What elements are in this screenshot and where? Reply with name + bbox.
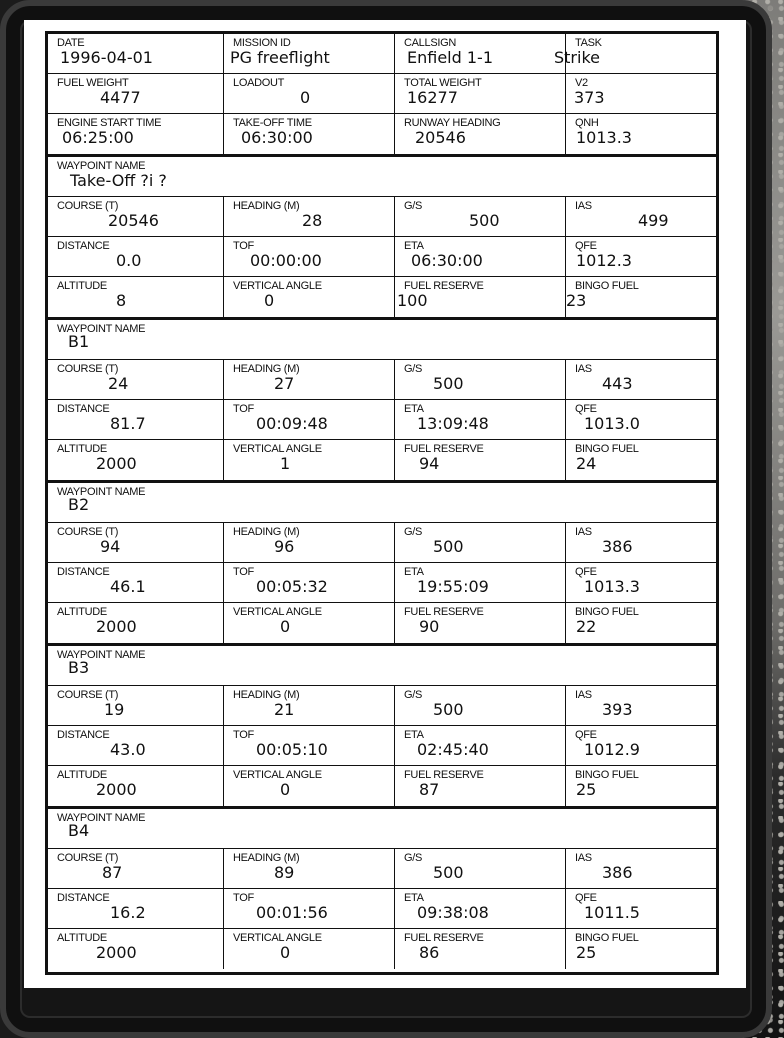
fuel-reserve-cell (395, 277, 566, 317)
distance-value: 16.2 (110, 903, 146, 922)
altitude-label: ALTITUDE (57, 932, 107, 944)
gs-cell (395, 686, 566, 725)
ias-label: IAS (575, 689, 592, 701)
altitude-cell (48, 277, 224, 317)
gs-label: G/S (404, 363, 423, 375)
ias-cell (566, 523, 716, 562)
tof-value: 00:01:56 (256, 903, 328, 922)
tof-label: TOF (233, 403, 254, 415)
waypoint-block (48, 320, 716, 483)
heading-value: 21 (274, 700, 295, 719)
waypoint-data-row (48, 523, 716, 563)
waypoint-name-cell (48, 320, 716, 359)
takeoff-time-value: 06:30:00 (241, 128, 313, 147)
heading-cell (224, 360, 395, 399)
heading-value: 96 (274, 537, 295, 556)
bingo-fuel-cell (566, 766, 716, 806)
waypoint-name-row (48, 320, 716, 360)
vertical-angle-cell (224, 603, 395, 643)
tof-label: TOF (233, 566, 254, 578)
gs-value: 500 (433, 374, 464, 393)
waypoint-name-label: WAYPOINT NAME (57, 160, 146, 172)
waypoint-name-label: WAYPOINT NAME (57, 812, 146, 824)
waypoint-name-value: B3 (68, 658, 90, 677)
bingo-fuel-value: 25 (576, 780, 597, 799)
mission-id-cell (224, 34, 395, 73)
waypoint-name-row (48, 483, 716, 523)
bingo-fuel-label: BINGO FUEL (575, 280, 639, 292)
waypoint-data-row (48, 277, 716, 317)
fuel-reserve-value: 90 (419, 617, 440, 636)
waypoint-data-row (48, 889, 716, 929)
ias-cell (566, 686, 716, 725)
tof-label: TOF (233, 240, 254, 252)
loadout-label: LOADOUT (233, 77, 285, 89)
altitude-value: 2000 (96, 617, 137, 636)
qfe-value: 1013.3 (584, 577, 640, 596)
header-row (48, 74, 716, 114)
distance-label: DISTANCE (57, 729, 110, 741)
eta-value: 02:45:40 (417, 740, 489, 759)
vertical-angle-value: 0 (280, 617, 291, 636)
altitude-value: 8 (116, 291, 127, 310)
fuel-reserve-label: FUEL RESERVE (404, 606, 484, 618)
heading-value: 28 (302, 211, 323, 230)
distance-label: DISTANCE (57, 892, 110, 904)
tof-cell (224, 726, 395, 765)
course-label: COURSE (T) (57, 363, 119, 375)
course-value: 24 (108, 374, 129, 393)
date-cell (48, 34, 224, 73)
eta-label: ETA (404, 566, 424, 578)
tof-label: TOF (233, 892, 254, 904)
qfe-value: 1011.5 (584, 903, 640, 922)
gs-cell (395, 197, 566, 236)
engine-start-label: ENGINE START TIME (57, 117, 162, 129)
fuel-reserve-label: FUEL RESERVE (404, 443, 484, 455)
distance-value: 81.7 (110, 414, 146, 433)
bingo-fuel-value: 25 (576, 943, 597, 962)
altitude-cell (48, 603, 224, 643)
gs-cell (395, 523, 566, 562)
waypoint-name-value: B1 (68, 332, 90, 351)
vertical-angle-label: VERTICAL ANGLE (233, 606, 322, 618)
loadout-value: 0 (300, 88, 311, 107)
altitude-cell (48, 929, 224, 969)
vertical-angle-cell (224, 277, 395, 317)
callsign-cell (395, 34, 566, 73)
course-label: COURSE (T) (57, 689, 119, 701)
heading-cell (224, 523, 395, 562)
waypoint-name-row (48, 157, 716, 197)
waypoint-data-row (48, 237, 716, 277)
eta-cell (395, 726, 566, 765)
ias-cell (566, 197, 716, 236)
course-value: 87 (102, 863, 123, 882)
gs-value: 500 (469, 211, 500, 230)
heading-label: HEADING (M) (233, 852, 300, 864)
qfe-value: 1012.3 (576, 251, 632, 270)
header-row (48, 34, 716, 74)
bingo-fuel-label: BINGO FUEL (575, 443, 639, 455)
distance-cell (48, 563, 224, 602)
altitude-label: ALTITUDE (57, 606, 107, 618)
waypoint-data-row (48, 360, 716, 400)
waypoint-data-row (48, 603, 716, 643)
ias-value: 386 (602, 863, 633, 882)
distance-value: 43.0 (110, 740, 146, 759)
heading-label: HEADING (M) (233, 363, 300, 375)
waypoint-name-value: B4 (68, 821, 90, 840)
tof-value: 00:00:00 (250, 251, 322, 270)
fuel-reserve-cell (395, 603, 566, 643)
fuel-weight-label: FUEL WEIGHT (57, 77, 129, 89)
kneeboard-page (45, 31, 719, 975)
waypoint-block (48, 483, 716, 646)
heading-cell (224, 686, 395, 725)
tof-cell (224, 889, 395, 928)
vertical-angle-value: 0 (264, 291, 275, 310)
waypoint-name-value: Take-Off ?i ? (70, 171, 167, 190)
vertical-angle-label: VERTICAL ANGLE (233, 769, 322, 781)
waypoint-data-row (48, 400, 716, 440)
eta-value: 06:30:00 (411, 251, 483, 270)
course-cell (48, 849, 224, 888)
vertical-angle-cell (224, 929, 395, 969)
distance-cell (48, 726, 224, 765)
altitude-label: ALTITUDE (57, 769, 107, 781)
header-row (48, 114, 716, 154)
total-weight-value: 16277 (407, 88, 458, 107)
waypoint-name-cell (48, 157, 716, 196)
engine-start-value: 06:25:00 (62, 128, 134, 147)
altitude-value: 2000 (96, 943, 137, 962)
ias-cell (566, 360, 716, 399)
gs-value: 500 (433, 863, 464, 882)
waypoint-block (48, 809, 716, 969)
bingo-fuel-cell (566, 929, 716, 969)
waypoint-name-row (48, 646, 716, 686)
task-value: Strike (554, 48, 600, 67)
vertical-angle-cell (224, 766, 395, 806)
course-label: COURSE (T) (57, 200, 119, 212)
qfe-label: QFE (575, 892, 597, 904)
gs-label: G/S (404, 200, 423, 212)
qfe-value: 1013.0 (584, 414, 640, 433)
tof-value: 00:09:48 (256, 414, 328, 433)
waypoint-data-row (48, 440, 716, 480)
takeoff-time-cell (224, 114, 395, 154)
eta-cell (395, 889, 566, 928)
fuel-reserve-value: 100 (397, 291, 428, 310)
bingo-fuel-value: 23 (566, 291, 587, 310)
waypoint-block (48, 157, 716, 320)
waypoint-name-label: WAYPOINT NAME (57, 323, 146, 335)
fuel-weight-value: 4477 (100, 88, 141, 107)
qfe-cell (566, 563, 716, 602)
bingo-fuel-label: BINGO FUEL (575, 769, 639, 781)
eta-label: ETA (404, 729, 424, 741)
qfe-cell (566, 889, 716, 928)
waypoint-data-row (48, 197, 716, 237)
distance-label: DISTANCE (57, 403, 110, 415)
v2-label: V2 (575, 77, 588, 89)
tof-cell (224, 237, 395, 276)
gs-label: G/S (404, 689, 423, 701)
bingo-fuel-label: BINGO FUEL (575, 932, 639, 944)
runway-heading-cell (395, 114, 566, 154)
waypoint-data-row (48, 563, 716, 603)
mission-id-value: PG freeflight (230, 48, 330, 67)
v2-cell (566, 74, 716, 113)
callsign-value: Enfield 1-1 (407, 48, 493, 67)
waypoint-data-row (48, 686, 716, 726)
fuel-reserve-label: FUEL RESERVE (404, 280, 484, 292)
ias-value: 386 (602, 537, 633, 556)
bingo-fuel-value: 24 (576, 454, 597, 473)
mission-header (48, 34, 716, 157)
vertical-angle-label: VERTICAL ANGLE (233, 280, 322, 292)
vertical-angle-value: 0 (280, 943, 291, 962)
bingo-fuel-cell (566, 440, 716, 480)
waypoint-data-row (48, 726, 716, 766)
qnh-value: 1013.3 (576, 128, 632, 147)
ias-value: 499 (638, 211, 669, 230)
course-value: 19 (104, 700, 125, 719)
ias-value: 393 (602, 700, 633, 719)
altitude-value: 2000 (96, 780, 137, 799)
fuel-reserve-value: 87 (419, 780, 440, 799)
bingo-fuel-cell (566, 603, 716, 643)
fuel-reserve-cell (395, 440, 566, 480)
date-label: DATE (57, 37, 85, 49)
gs-cell (395, 360, 566, 399)
tof-cell (224, 400, 395, 439)
heading-value: 27 (274, 374, 295, 393)
vertical-angle-label: VERTICAL ANGLE (233, 443, 322, 455)
waypoint-data-row (48, 849, 716, 889)
gs-label: G/S (404, 852, 423, 864)
bingo-fuel-cell (566, 277, 716, 317)
eta-label: ETA (404, 892, 424, 904)
ias-label: IAS (575, 363, 592, 375)
eta-cell (395, 400, 566, 439)
callsign-label: CALLSIGN (404, 37, 457, 49)
eta-label: ETA (404, 403, 424, 415)
distance-label: DISTANCE (57, 240, 110, 252)
qfe-label: QFE (575, 729, 597, 741)
date-value: 1996-04-01 (60, 48, 153, 67)
waypoint-data-row (48, 766, 716, 806)
waypoint-data-row (48, 929, 716, 969)
v2-value: 373 (574, 88, 605, 107)
altitude-label: ALTITUDE (57, 280, 107, 292)
bingo-fuel-label: BINGO FUEL (575, 606, 639, 618)
course-value: 94 (100, 537, 121, 556)
eta-cell (395, 237, 566, 276)
task-cell (554, 34, 716, 73)
tof-value: 00:05:10 (256, 740, 328, 759)
qfe-cell (566, 726, 716, 765)
qfe-value: 1012.9 (584, 740, 640, 759)
gs-label: G/S (404, 526, 423, 538)
heading-label: HEADING (M) (233, 689, 300, 701)
course-label: COURSE (T) (57, 852, 119, 864)
ias-label: IAS (575, 852, 592, 864)
altitude-cell (48, 440, 224, 480)
course-cell (48, 197, 224, 236)
qnh-cell (566, 114, 716, 154)
tof-cell (224, 563, 395, 602)
eta-cell (395, 563, 566, 602)
total-weight-label: TOTAL WEIGHT (404, 77, 482, 89)
heading-label: HEADING (M) (233, 200, 300, 212)
fuel-reserve-value: 94 (419, 454, 440, 473)
course-cell (48, 686, 224, 725)
distance-label: DISTANCE (57, 566, 110, 578)
waypoint-name-value: B2 (68, 495, 90, 514)
heading-value: 89 (274, 863, 295, 882)
engine-start-cell (48, 114, 224, 154)
runway-heading-value: 20546 (415, 128, 466, 147)
fuel-weight-cell (48, 74, 224, 113)
fuel-reserve-value: 86 (419, 943, 440, 962)
waypoint-name-row (48, 809, 716, 849)
vertical-angle-value: 1 (280, 454, 291, 473)
qfe-label: QFE (575, 240, 597, 252)
course-cell (48, 523, 224, 562)
waypoint-name-cell (48, 483, 716, 522)
altitude-cell (48, 766, 224, 806)
altitude-label: ALTITUDE (57, 443, 107, 455)
gs-cell (395, 849, 566, 888)
mission-id-label: MISSION ID (233, 37, 291, 49)
heading-cell (224, 197, 395, 236)
ias-value: 443 (602, 374, 633, 393)
distance-cell (48, 889, 224, 928)
total-weight-cell (395, 74, 566, 113)
waypoint-name-cell (48, 646, 716, 685)
waypoint-name-label: WAYPOINT NAME (57, 649, 146, 661)
eta-value: 09:38:08 (417, 903, 489, 922)
fuel-reserve-cell (395, 766, 566, 806)
vertical-angle-value: 0 (280, 780, 291, 799)
course-cell (48, 360, 224, 399)
distance-cell (48, 400, 224, 439)
course-label: COURSE (T) (57, 526, 119, 538)
runway-heading-label: RUNWAY HEADING (404, 117, 501, 129)
waypoint-block (48, 646, 716, 809)
bingo-fuel-value: 22 (576, 617, 597, 636)
waypoint-name-cell (48, 809, 716, 848)
takeoff-time-label: TAKE-OFF TIME (233, 117, 312, 129)
qfe-label: QFE (575, 566, 597, 578)
tof-label: TOF (233, 729, 254, 741)
course-value: 20546 (108, 211, 159, 230)
qnh-label: QNH (575, 117, 599, 129)
eta-label: ETA (404, 240, 424, 252)
fuel-reserve-cell (395, 929, 566, 969)
qfe-cell (566, 400, 716, 439)
ias-label: IAS (575, 526, 592, 538)
vertical-angle-cell (224, 440, 395, 480)
eta-value: 13:09:48 (417, 414, 489, 433)
waypoint-name-label: WAYPOINT NAME (57, 486, 146, 498)
ias-label: IAS (575, 200, 592, 212)
ias-cell (566, 849, 716, 888)
eta-value: 19:55:09 (417, 577, 489, 596)
fuel-reserve-label: FUEL RESERVE (404, 932, 484, 944)
tof-value: 00:05:32 (256, 577, 328, 596)
loadout-cell (224, 74, 395, 113)
task-label: TASK (575, 37, 602, 49)
altitude-value: 2000 (96, 454, 137, 473)
heading-cell (224, 849, 395, 888)
qfe-label: QFE (575, 403, 597, 415)
gs-value: 500 (433, 537, 464, 556)
distance-value: 0.0 (116, 251, 142, 270)
distance-cell (48, 237, 224, 276)
qfe-cell (566, 237, 716, 276)
distance-value: 46.1 (110, 577, 146, 596)
heading-label: HEADING (M) (233, 526, 300, 538)
gs-value: 500 (433, 700, 464, 719)
fuel-reserve-label: FUEL RESERVE (404, 769, 484, 781)
vertical-angle-label: VERTICAL ANGLE (233, 932, 322, 944)
